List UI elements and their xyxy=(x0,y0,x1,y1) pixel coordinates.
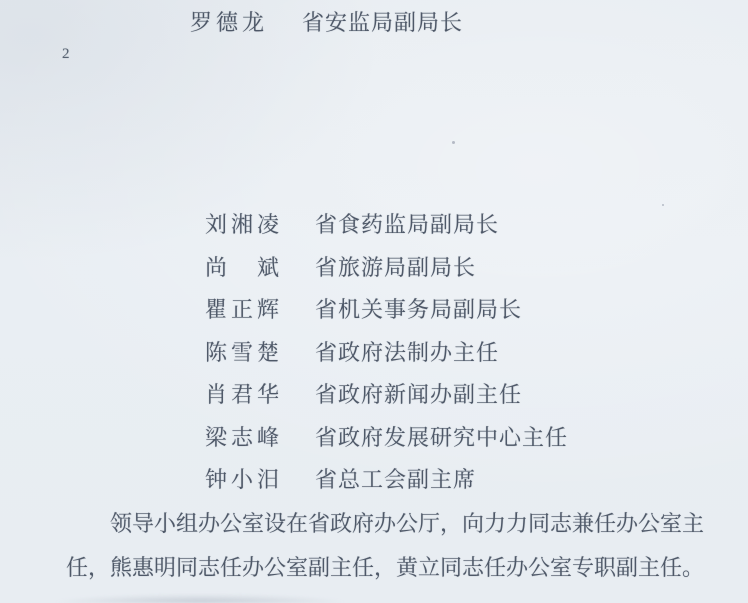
member-name: 陈雪楚 xyxy=(205,339,284,365)
member-title: 省机关事务局副局长 xyxy=(315,297,523,322)
closing-paragraph: 领导小组办公室设在省政府办公厅，向力力同志兼任办公室主任，熊惠明同志任办公室副主任，黄立同志任办公室专职副主任。 xyxy=(66,511,705,580)
member-title: 省政府发展研究中心主任 xyxy=(315,424,569,450)
member-title: 省总工会副主席 xyxy=(315,467,477,492)
list-item xyxy=(205,210,568,253)
list-item xyxy=(205,338,568,381)
scan-speck xyxy=(662,204,664,206)
member-name: 肖君华 xyxy=(205,382,284,407)
page-number: 2 xyxy=(62,46,70,62)
member-name: 尚 斌 xyxy=(205,254,284,280)
member-title: 省安监局副局长 xyxy=(302,10,464,35)
member-title: 省政府法制办主任 xyxy=(315,339,500,365)
appointment-list xyxy=(205,210,568,508)
member-name: 梁志峰 xyxy=(205,424,284,450)
member-title: 省旅游局副局长 xyxy=(315,254,477,280)
member-name: 刘湘凌 xyxy=(205,212,284,237)
continuation-entry xyxy=(190,8,463,38)
member-name: 钟小汨 xyxy=(205,467,284,492)
member-title: 省政府新闻办副主任 xyxy=(315,382,523,407)
member-name: 罗德龙 xyxy=(190,10,269,35)
scan-speck xyxy=(452,141,455,144)
list-item xyxy=(205,253,568,296)
list-item xyxy=(205,295,568,338)
list-item xyxy=(205,423,568,466)
scan-smudge xyxy=(55,594,345,603)
member-title: 省食药监局副局长 xyxy=(315,212,500,237)
member-name: 瞿正辉 xyxy=(205,297,284,322)
list-item xyxy=(205,380,568,423)
